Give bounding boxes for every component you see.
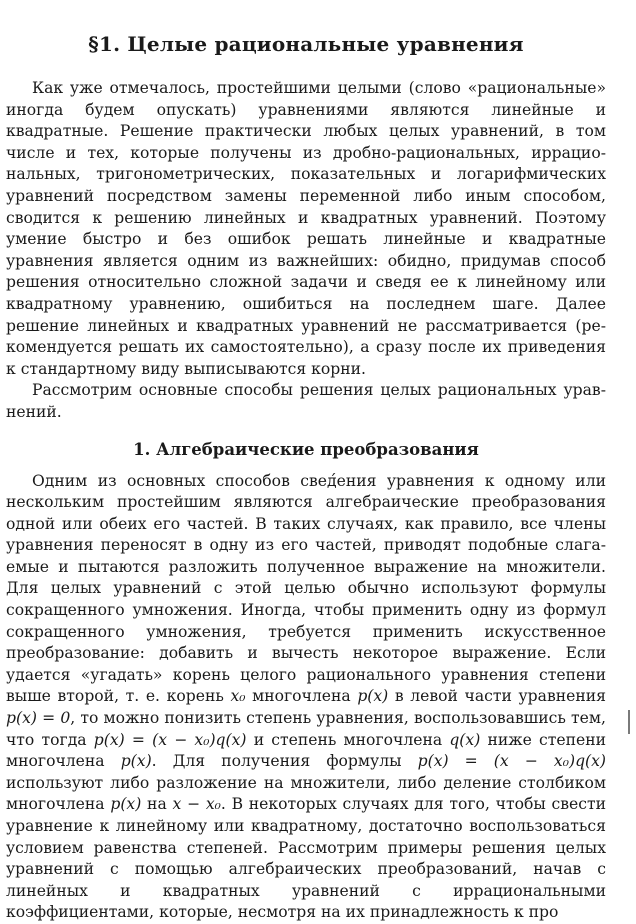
math-x0: x₀	[230, 687, 246, 706]
text-run: используют либо разложение на множители, либо деление столбиком многочлена	[6, 773, 606, 814]
text-run: многочлена	[245, 687, 358, 706]
math-px: p(x)	[110, 795, 142, 814]
text-run: . Для получения формулы	[151, 752, 418, 771]
text-run: Одним из основных способов свед́ения уравнения к одному или нескольким простейшим являются алгебраические преобразования одной или обеих его частей. В таких случаях, как правило, все члены уравнения переносят в одну из его частей, приводят подобные слагаемые и пытаются разложить полученное выражение на множители. Для целых уравнений с этой целью обычно используют формулы сокращенного умножения. Иногда, чтобы применить одну из формул сокращенного умножения, требуется применить искусственное преобразование: добавить и вычесть некоторое выражение. Если удается «угадать» корень целого рационального уравнения степени выше второй, т. е. корень	[6, 471, 606, 706]
math-divisor: x − x₀	[172, 795, 221, 814]
math-factorization: p(x) = (x − x₀)q(x)	[417, 752, 607, 771]
page-edge-mark	[628, 710, 630, 734]
math-factorization: p(x) = (x − x₀)q(x)	[93, 730, 247, 749]
text-run: на	[141, 795, 173, 814]
math-px: p(x)	[357, 687, 389, 706]
intro-paragraph-1: Как уже отмечалось, простейшими целыми (слово «рациональные» иногда будем опускать) уравнениями являются линейные и квадратные. Решение практически любых целых уравнений, в том числе и тех, которые получены из дробно-рациональных, иррациональных, тригонометрических, показательных и логарифмических уравнений посредством замены переменной либо иным способом, сводится к решению линейных и квадратных уравнений. Поэтому умение быстро и без ошибок решать линейные и квадратные уравнения является одним из важнейших: обидно, придумав способ решения относительно сложной задачи и сведя ее к линейному или квадратному уравнению, ошибиться на последнем шаге. Далее решение линейных и квадратных уравнений не рассматривается (рекомендуется решать их самостоятельно), а сразу после их приведения к стандартному виду выписываются корни.	[6, 79, 606, 378]
text-run: , то можно понизить степень уравнения, воспользовавшись тем, что тогда	[6, 709, 606, 749]
text-run: . В некоторых случаях для того, чтобы свести уравнение к линейному или квадратному, достаточно воспользоваться условием равенства степеней. Рассмотрим примеры решения целых уравнений с помощью алгебраических преобразований, начав с линейных и квадратных уравнений с иррациональными коэффициентами, которые, несмотря на их принадлежность к про	[6, 795, 607, 922]
section-title: §1. Целые рациональные уравнения	[88, 32, 524, 56]
intro-paragraph-2: Рассмотрим основные способы решения целых рациональных уравнений.	[6, 381, 606, 421]
math-px: p(x)	[120, 752, 152, 771]
math-equation: p(x) = 0	[6, 709, 71, 728]
math-qx: q(x)	[449, 730, 481, 749]
main-paragraph	[6, 471, 606, 924]
text-run: ниже степени многочлена	[6, 730, 606, 771]
subsection-title: 1. Алгебраические преобразования	[133, 439, 479, 459]
text-run: в левой части уравнения	[388, 687, 606, 706]
text-run: и степень многочлена	[246, 730, 450, 749]
